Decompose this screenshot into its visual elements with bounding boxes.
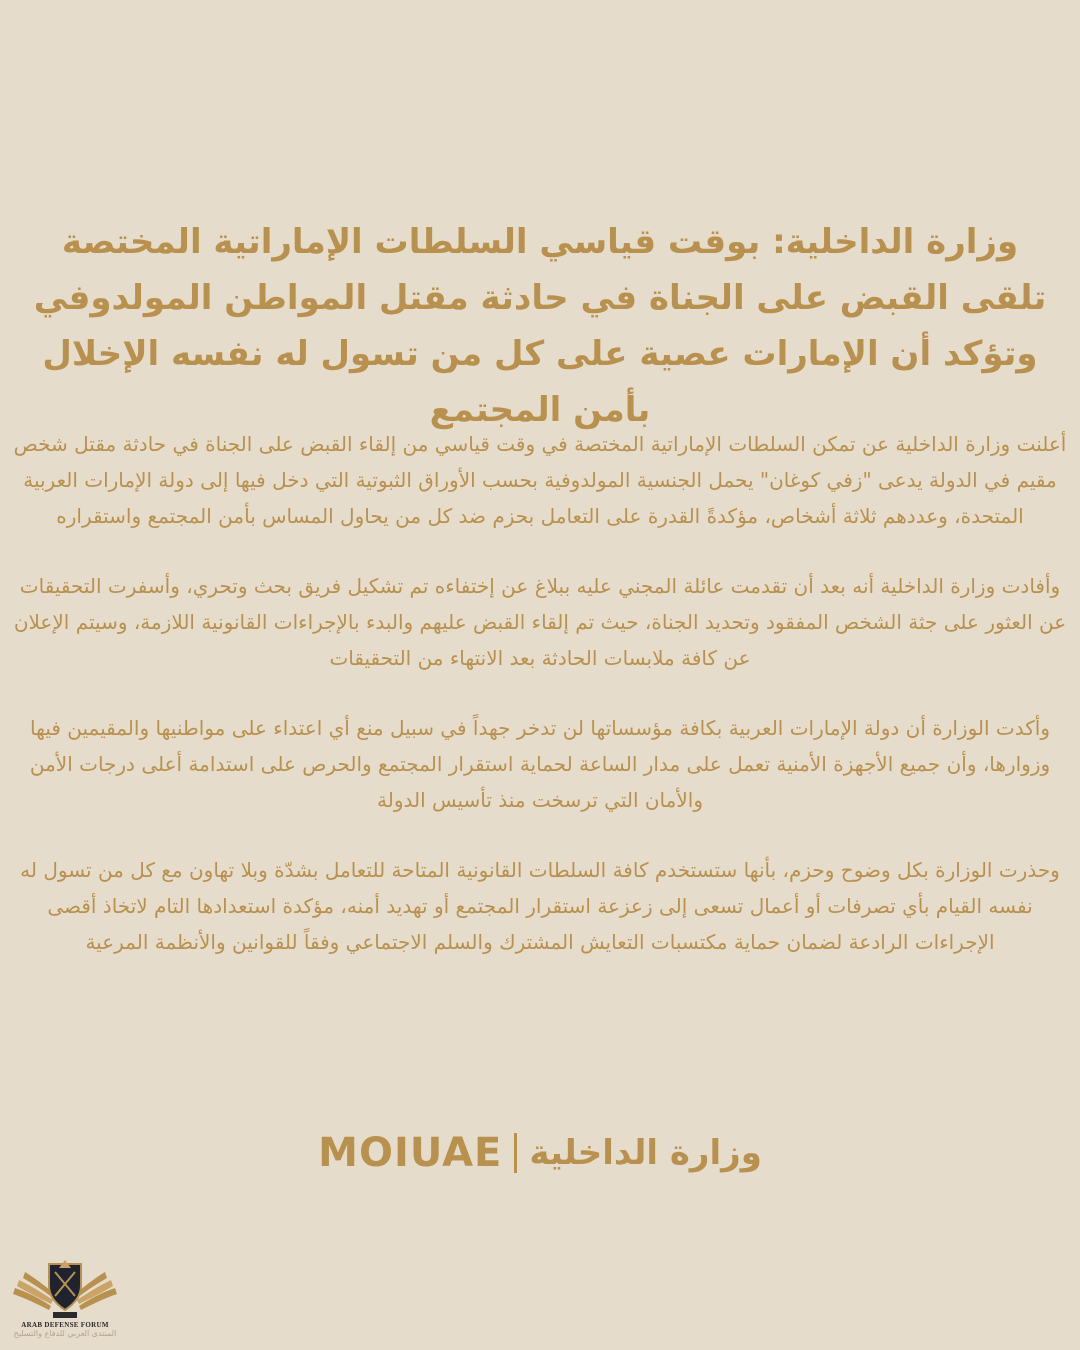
watermark-arabic: المنتدى العربي للدفاع والتسليح — [13, 1329, 117, 1338]
paragraph-1: أعلنت وزارة الداخلية عن تمكن السلطات الإماراتية المختصة في وقت قياسي من إلقاء القبض على الجناة في حادثة مقتل شخص مقيم في الدولة يدعى "زفي كوغان" يحمل الجنسية المولدوفية بحسب الأوراق الثبوتية التي دخل فيها إلى دولة الإمارات العربية المتحدة، وعددهم ثلاثة أشخاص، مؤكدةً القدرة على التعامل بحزم ضد كل من يحاول المساس بأمن المجتمع واستقراره — [13, 432, 1067, 528]
paragraph-2: وأفادت وزارة الداخلية أنه بعد أن تقدمت عائلة المجني عليه ببلاغ عن إختفاءه تم تشكيل فريق بحث وتحري، وأسفرت التحقيقات عن العثور على جثة الشخص المفقود وتحديد الجناة، حيث تم إلقاء القبض عليهم والبدء بالإجراءات القانونية اللازمة، وسيتم الإعلان عن كافة ملابسات الحادثة بعد الانتهاء من التحقيقات — [13, 574, 1067, 670]
signature-arabic: وزارة الداخلية — [529, 1133, 762, 1173]
forum-watermark — [6, 1258, 124, 1348]
signature-latin: MOIUAE — [318, 1130, 503, 1176]
article-body — [6, 426, 1074, 994]
signature-divider — [514, 1133, 517, 1173]
paragraph-4: وحذرت الوزارة بكل وضوح وحزم، بأنها ستستخدم كافة السلطات القانونية المتاحة للتعامل بشدّة وبلا تهاون مع كل من تسول له نفسه القيام بأي تصرفات أو أعمال تسعى إلى زعزعة استقرار المجتمع أو تهديد أمنه، مؤكدة استعدادها التام لاتخاذ أقصى الإجراءات الرادعة لضمان حماية مكتسبات التعايش المشترك والسلم الاجتماعي وفقاً للقوانين والأنظمة المرعية — [20, 858, 1060, 954]
paragraph-3: وأكدت الوزارة أن دولة الإمارات العربية بكافة مؤسساتها لن تدخر جهداً في سبيل منع أي اعتداء على مواطنيها والمقيمين فيها وزوارها، وأن جميع الأجهزة الأمنية تعمل على مدار الساعة لحماية استقرار المجتمع والحرص على استدامة أعلى درجات الأمن والأمان التي ترسخت منذ تأسيس الدولة — [29, 716, 1051, 812]
headline: وزارة الداخلية: بوقت قياسي السلطات الإماراتية المختصة تلقى القبض على الجناة في حادثة مقتل المواطن المولدوفي وتؤكد أن الإمارات عصية على كل من تسول له نفسه الإخلال بأمن المجتمع — [33, 222, 1047, 430]
watermark-english: ARAB DEFENSE FORUM — [21, 1321, 109, 1329]
forum-logo-icon — [9, 1258, 121, 1320]
ministry-signature — [0, 1130, 1080, 1176]
